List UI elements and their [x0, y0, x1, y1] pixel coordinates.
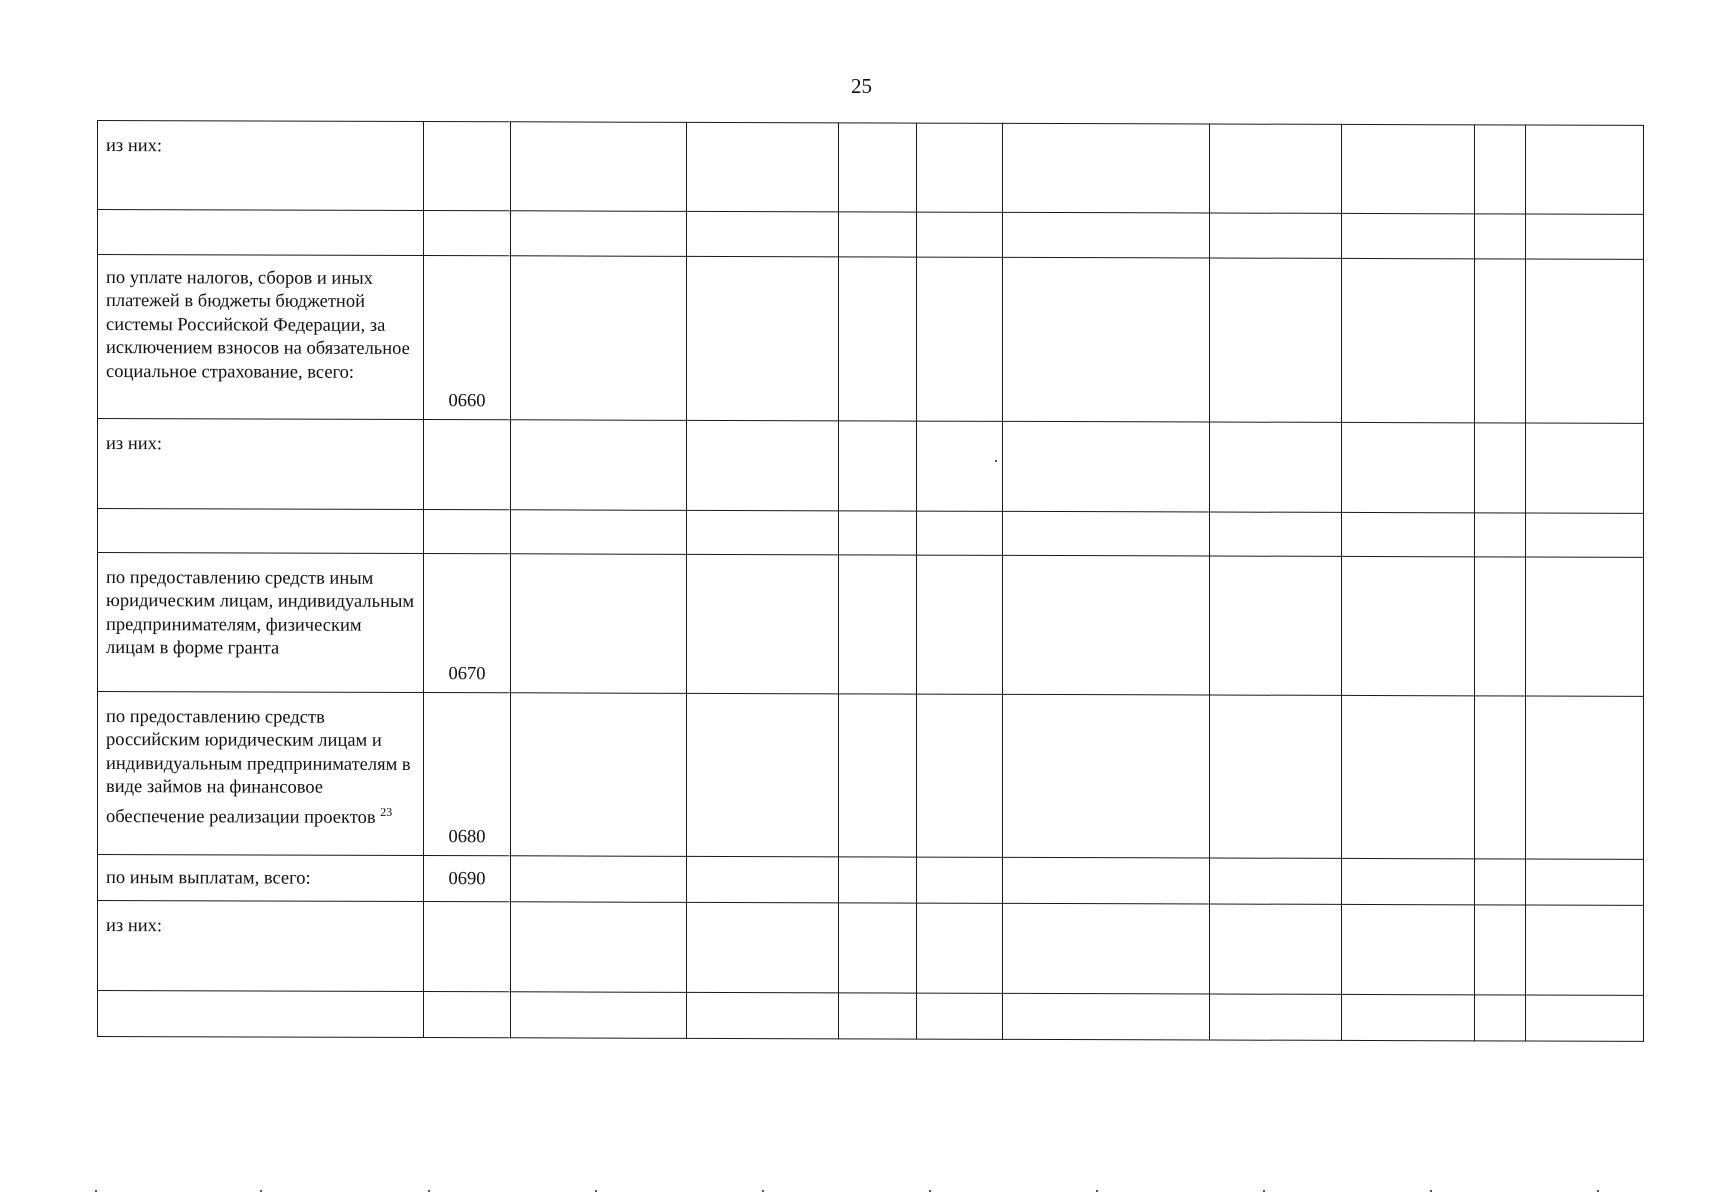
table-cell — [511, 693, 687, 857]
table-cell — [1526, 125, 1644, 214]
table-cell — [1210, 213, 1342, 258]
table-cell — [1003, 903, 1210, 994]
table-cell — [1342, 124, 1475, 213]
table-cell — [1342, 994, 1475, 1040]
table-cell — [1342, 213, 1475, 258]
scan-speck — [428, 1190, 430, 1192]
table-cell — [511, 510, 687, 555]
row-code: 0690 — [424, 856, 511, 902]
table-cell — [839, 212, 917, 257]
row-label: из них: — [98, 121, 424, 211]
row-code — [424, 510, 511, 554]
table-cell — [1210, 422, 1342, 512]
row-code — [424, 211, 511, 256]
footnote-marker: 23 — [380, 804, 393, 819]
table-cell — [917, 421, 1003, 511]
table-cell — [917, 694, 1003, 857]
table-cell — [511, 211, 687, 257]
table-cell — [687, 211, 839, 256]
table-cell — [1003, 993, 1210, 1040]
table-cell — [1210, 695, 1342, 858]
table-cell — [1526, 557, 1644, 696]
table-cell — [839, 257, 917, 421]
row-label-with-footnote — [98, 692, 424, 856]
table-row — [98, 419, 1644, 514]
table-cell — [1342, 695, 1475, 858]
table-row — [98, 855, 1644, 906]
form-table — [97, 120, 1644, 1042]
table-cell — [1210, 124, 1342, 213]
row-label: по предоставлению средств иным юридическим лицам, индивидуальным предпринимателям, физическим лицам в форме гранта — [98, 553, 424, 693]
table-cell — [1003, 555, 1210, 695]
table-cell — [687, 554, 839, 693]
table-cell — [1526, 995, 1644, 1041]
table-cell — [1342, 422, 1475, 512]
table-row — [98, 553, 1644, 697]
row-label: по уплате налогов, сборов и иных платежей в бюджеты бюджетной системы Российской Федерации, за исключением взносов на обязательное социальное страхование, всего: — [98, 255, 424, 420]
scan-speck — [762, 1190, 764, 1192]
page-number: 25 — [851, 74, 872, 98]
table-cell — [1342, 904, 1475, 994]
table-cell — [839, 694, 917, 857]
table-cell — [511, 856, 687, 903]
table-cell — [1342, 858, 1475, 904]
table-cell — [1526, 214, 1644, 259]
row-label — [98, 509, 424, 554]
row-code: 0680 — [424, 693, 511, 856]
table-cell — [839, 555, 917, 694]
table-cell — [1526, 259, 1644, 423]
table-cell — [839, 421, 917, 511]
row-label — [98, 210, 424, 256]
table-cell — [917, 511, 1003, 555]
table-cell — [511, 554, 687, 694]
table-cell — [1003, 257, 1210, 422]
table-cell — [1342, 556, 1475, 695]
table-cell — [1475, 125, 1526, 214]
scan-speck — [1096, 1190, 1098, 1192]
table-cell — [917, 212, 1003, 257]
table-cell — [1526, 859, 1644, 905]
row-code — [424, 420, 511, 510]
table-cell — [1475, 513, 1526, 557]
table-cell — [511, 902, 687, 993]
table-cell — [839, 511, 917, 555]
row-code — [424, 992, 511, 1038]
table-cell — [1475, 905, 1526, 995]
table-row — [98, 991, 1644, 1042]
scan-artifact-dots — [0, 1190, 1723, 1194]
table-cell — [839, 903, 917, 993]
row-code — [424, 122, 511, 211]
table-cell — [1003, 511, 1210, 556]
table-cell — [687, 122, 839, 211]
table-row — [98, 509, 1644, 558]
table-cell — [917, 857, 1003, 903]
table-cell — [687, 510, 839, 554]
table-cell — [1526, 513, 1644, 557]
scan-speck — [95, 1190, 97, 1192]
table-cell — [839, 993, 917, 1039]
table-cell — [511, 122, 687, 212]
row-label: из них: — [98, 419, 424, 510]
row-label — [98, 991, 424, 1038]
table-cell — [1210, 258, 1342, 422]
row-code: 0660 — [424, 256, 511, 420]
table-cell — [511, 256, 687, 421]
table-cell — [687, 856, 839, 902]
table-row — [98, 121, 1644, 215]
scan-speck — [929, 1190, 931, 1192]
table-cell — [1003, 857, 1210, 904]
table-cell — [1003, 123, 1210, 213]
table-cell — [1003, 212, 1210, 258]
table-cell — [511, 420, 687, 511]
scan-speck — [995, 460, 997, 462]
table-cell — [917, 123, 1003, 212]
row-label: из них: — [98, 901, 424, 992]
scan-speck — [1430, 1190, 1432, 1192]
row-label: по предоставлению средств российским юридическим лицам и индивидуальным предпринимателям в виде займов на финансовое обеспечение реализации проектов — [106, 707, 411, 828]
table-cell — [1475, 423, 1526, 513]
row-label: по иным выплатам, всего: — [98, 855, 424, 902]
table-cell — [917, 993, 1003, 1039]
table-cell — [511, 992, 687, 1039]
table-cell — [1475, 995, 1526, 1041]
table-cell — [1210, 556, 1342, 695]
table-cell — [1475, 859, 1526, 905]
table-cell — [1475, 557, 1526, 696]
table-cell — [1003, 421, 1210, 512]
table-row — [98, 692, 1644, 860]
scan-speck — [1597, 1190, 1599, 1192]
row-code — [424, 902, 511, 992]
scan-speck — [260, 1190, 262, 1192]
scan-speck — [1263, 1190, 1265, 1192]
table-row — [98, 210, 1644, 260]
table-cell — [1475, 214, 1526, 259]
table-cell — [1475, 696, 1526, 859]
table-cell — [1210, 858, 1342, 904]
table-cell — [1475, 259, 1526, 423]
table-cell — [1526, 696, 1644, 859]
scan-speck — [595, 1190, 597, 1192]
table-cell — [687, 992, 839, 1038]
table-cell — [687, 902, 839, 992]
table-cell — [917, 903, 1003, 993]
table-row — [98, 901, 1644, 996]
table-cell — [839, 857, 917, 903]
table-cell — [1003, 694, 1210, 858]
table-cell — [1210, 904, 1342, 994]
table-cell — [1526, 423, 1644, 513]
table-cell — [917, 257, 1003, 421]
table-cell — [1342, 258, 1475, 422]
table-cell — [1526, 905, 1644, 995]
table-cell — [1210, 994, 1342, 1040]
table-cell — [687, 420, 839, 510]
row-code: 0670 — [424, 554, 511, 693]
table-cell — [839, 123, 917, 212]
table-cell — [917, 555, 1003, 694]
table-cell — [687, 256, 839, 420]
table-cell — [687, 693, 839, 856]
table-row — [98, 255, 1644, 424]
table-cell — [1210, 512, 1342, 556]
table-cell — [1342, 512, 1475, 556]
